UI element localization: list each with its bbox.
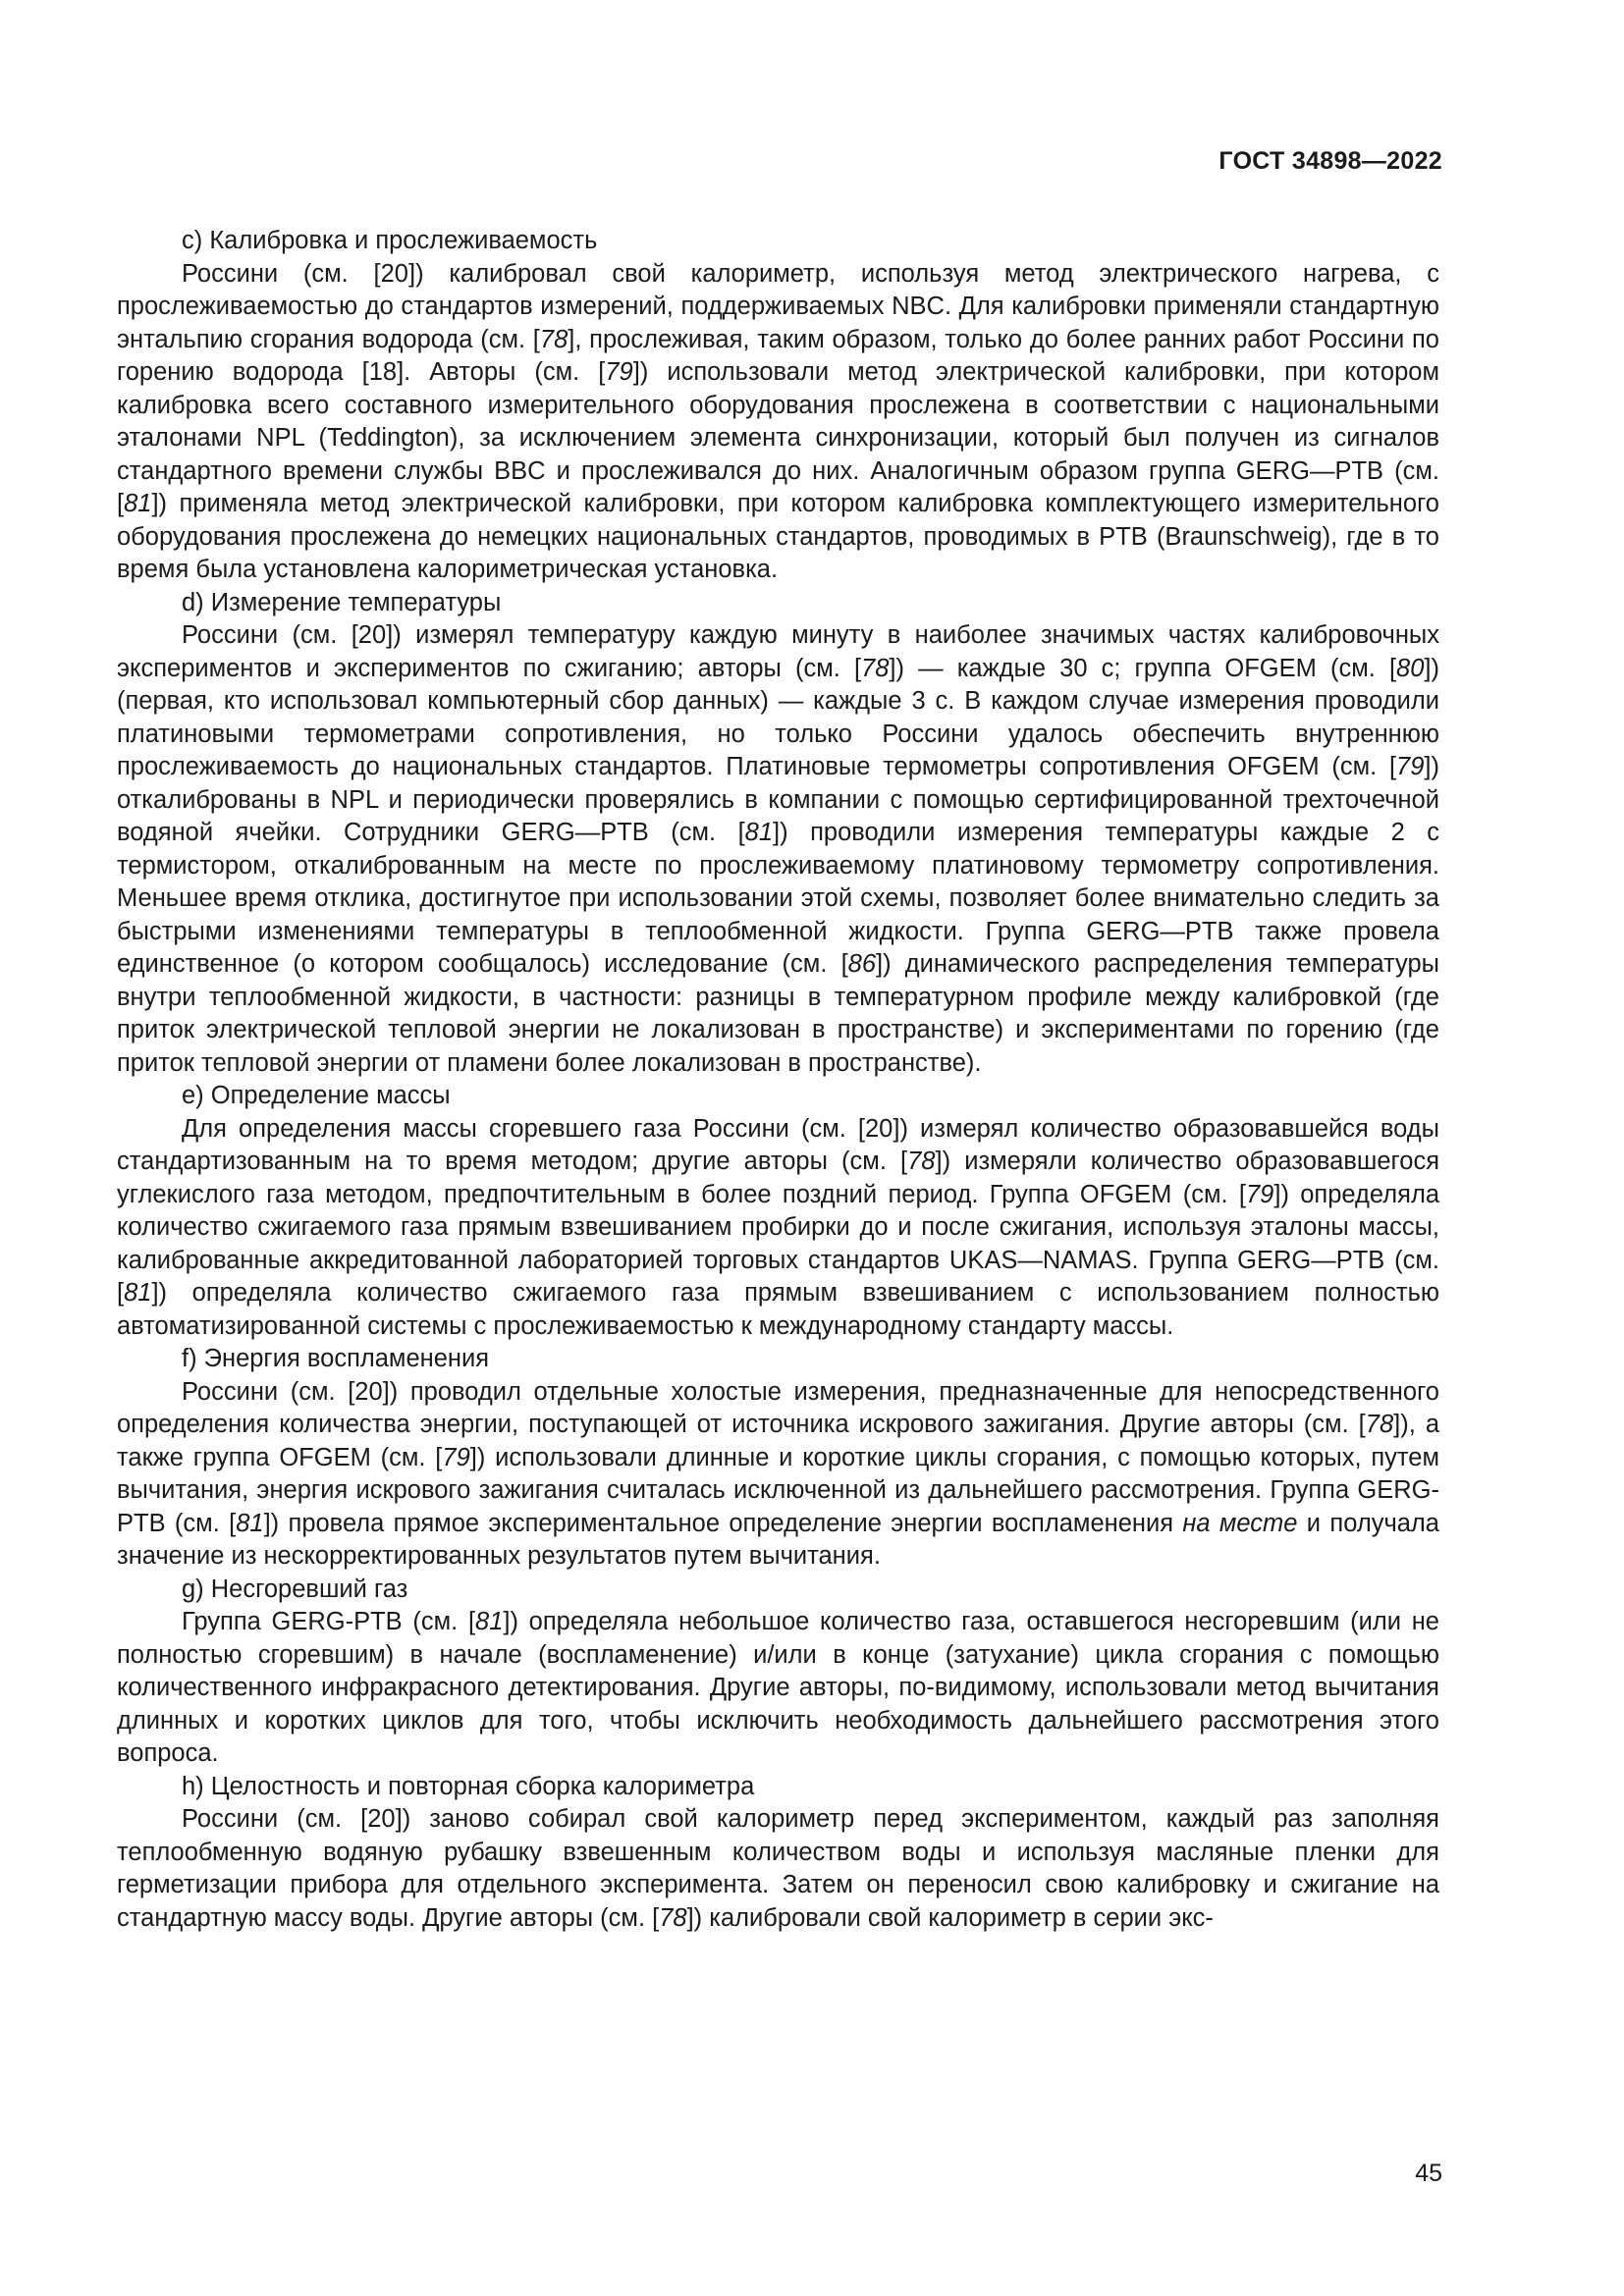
text-run: ]) проводили измерения температуры каждые 2 с термистором, откалиброванным на месте по прослеживаемому платиновому термометру сопротивления. Меньшее время отклика, достигнутое при использовании этой схемы, позволяет более внимательно следить за быстрыми изменениями температуры в теплообменной жидкости. Группа GERG—PTB также провела единственное (о котором сообщалось) исследование (см. [ <box>117 819 1439 978</box>
section-paragraph <box>117 1606 1439 1771</box>
text-run: ]) откалиброваны в NPL и периодически проверялись в компании с помощью сертифицированной трехточечной водяной ячейки. Сотрудники GERG—PTB (см. [ <box>117 753 1439 846</box>
italic-text: 86 <box>847 950 877 978</box>
italic-text: на месте <box>1182 1509 1298 1537</box>
italic-text: 78 <box>907 1148 936 1175</box>
italic-text: 81 <box>124 1279 152 1307</box>
text-run: ]) определяла количество сжигаемого газа прямым взвешиванием пробирки до и после сжигания, используя эталоны массы, калиброванные аккредитованной лабораторией торговых стандартов UKAS—NAMAS. Группа GERG—PTB (см. [ <box>117 1180 1440 1307</box>
text-run: ]) калибровали свой калориметр в серии экс- <box>686 1903 1214 1932</box>
section-heading: h) Целостность и повторная сборка калориметра <box>182 1772 755 1800</box>
italic-text: 81 <box>236 1509 264 1537</box>
italic-text: 79 <box>605 358 633 386</box>
page-number: 45 <box>1415 2160 1442 2187</box>
text-run: ]) динамического распределения температуры внутри теплообменной жидкости, в частности: разницы в температурном профиле между калибровкой (где приток электрической тепловой энергии не локализован в пространстве) и экспериментами по горению (где приток тепловой энергии от пламени более локализован в пространстве). <box>117 950 1439 1077</box>
italic-text: 81 <box>124 490 152 517</box>
text-run: Группа GERG-PTB (см. [ <box>182 1608 476 1635</box>
section-paragraph <box>117 258 1439 587</box>
italic-text: 78 <box>1365 1411 1394 1438</box>
text-run: ]) определяла небольшое количество газа, оставшегося несгоревшим (или не полностью сгоревшим) в начале (воспламенение) и/или в конце (затухание) цикла сгорания с помощью количественного инфракрасного детектирования. Другие авторы, по-видимому, использовали метод вычитания длинных и коротких циклов для того, чтобы исключить необходимость дальнейшего рассмотрения этого вопроса. <box>117 1608 1439 1767</box>
text-run: Россини (см. [20]) измерял температуру каждую минуту в наиболее значимых частях калибровочных экспериментов и экспериментов по сжиганию; авторы (см. [ <box>117 621 1439 682</box>
italic-text: 81 <box>475 1608 504 1635</box>
text-run: ]) — каждые 30 с; группа OFGEM (см. [ <box>889 654 1397 682</box>
section-paragraph <box>117 619 1439 1080</box>
text-run: Для определения массы сгоревшего газа Россини (см. [20]) измерял количество образовавшейся воды стандартизованным на то время методом; другие авторы (см. [ <box>117 1114 1439 1175</box>
text-run: Россини (см. [20]) калибровал свой калориметр, используя метод электрического нагрева, с прослеживаемостью до стандартов измерений, поддерживаемых NBC. Для калибровки применяли стандартную энтальпию сгорания водорода (см. [ <box>117 259 1439 353</box>
italic-text: 79 <box>1396 753 1425 780</box>
italic-text: 79 <box>1245 1180 1274 1208</box>
text-run: Россини (см. [20]) заново собирал свой калориметр перед экспериментом, каждый раз заполняя теплообменную водяную рубашку взвешенным количеством воды и используя масляные пленки для герметизации прибора для отдельного эксперимента. Затем он переносил свою калибровку и сжигание на стандартную массу воды. Другие авторы (см. [ <box>117 1805 1439 1932</box>
text-run: ]) (первая, кто использовал компьютерный сбор данных) — каждые 3 с. В каждом случае измерения проводили платиновыми термометрами сопротивления, но только Россини удалось обеспечить внутреннюю прослеживаемость до национальных стандартов. Платиновые термометры сопротивления OFGEM (см. [ <box>117 654 1439 780</box>
document-header: ГОСТ 34898—2022 <box>1218 147 1442 175</box>
section-heading: c) Калибровка и прослеживаемость <box>182 227 598 254</box>
section-heading: g) Несгоревший газ <box>182 1575 408 1603</box>
text-run: ]) определяла количество сжигаемого газа прямым взвешиванием с использованием полностью автоматизированной системы с прослеживаемостью к международному стандарту массы. <box>117 1279 1439 1340</box>
text-run: Россини (см. [20]) проводил отдельные холостые измерения, предназначенные для непосредственного определения количества энергии, поступающей от источника искрового зажигания. Другие авторы (см. [ <box>117 1377 1439 1438</box>
text-run: ]) использовали длинные и короткие циклы сгорания, с помощью которых, путем вычитания, энергия искрового зажигания считалась исключенной из дальнейшего рассмотрения. Группа GERG-PTB (см. [ <box>117 1443 1439 1537</box>
text-run: ]), а также группа OFGEM (см. [ <box>117 1411 1439 1471</box>
text-run: ]) провела прямое экспериментальное определение энергии воспламенения <box>263 1509 1183 1537</box>
italic-text: 80 <box>1396 654 1425 682</box>
section-paragraph <box>117 1803 1439 1935</box>
text-run: и получала значение из нескорректированных результатов путем вычитания. <box>117 1509 1439 1570</box>
section-heading: d) Измерение температуры <box>182 588 502 616</box>
italic-text: 78 <box>659 1903 687 1932</box>
text-run: ]) применяла метод электрической калибровки, при котором калибровка комплектующего измерительного оборудования прослежена до немецких национальных стандартов, проводимых в PTB (Braunschweig), где в то время была установлена калориметрическая установка. <box>117 490 1439 583</box>
text-run: ], прослеживая, таким образом, только до более ранних работ Россини по горению водорода [18]. Авторы (см. [ <box>117 325 1439 386</box>
italic-text: 78 <box>861 654 890 682</box>
section-heading: e) Определение массы <box>182 1082 451 1109</box>
document-body <box>117 225 1439 1935</box>
italic-text: 78 <box>539 325 568 353</box>
text-run: ]) использовали метод электрической калибровки, при котором калибровка всего составного измерительного оборудования прослежена в соответствии с национальными эталонами NPL (Teddington), за исключением элемента синхронизации, который был получен из сигналов стандартного времени службы BBC и прослеживался до них. Аналогичным образом группа GERG—PTB (см. [ <box>117 358 1439 517</box>
section-paragraph <box>117 1113 1439 1344</box>
text-run: ]) измеряли количество образовавшегося углекислого газа методом, предпочтительным в более поздний период. Группа OFGEM (см. [ <box>117 1148 1439 1208</box>
section-heading: f) Энергия воспламенения <box>182 1345 490 1372</box>
italic-text: 81 <box>744 819 774 846</box>
italic-text: 79 <box>442 1443 470 1471</box>
section-paragraph <box>117 1376 1439 1574</box>
